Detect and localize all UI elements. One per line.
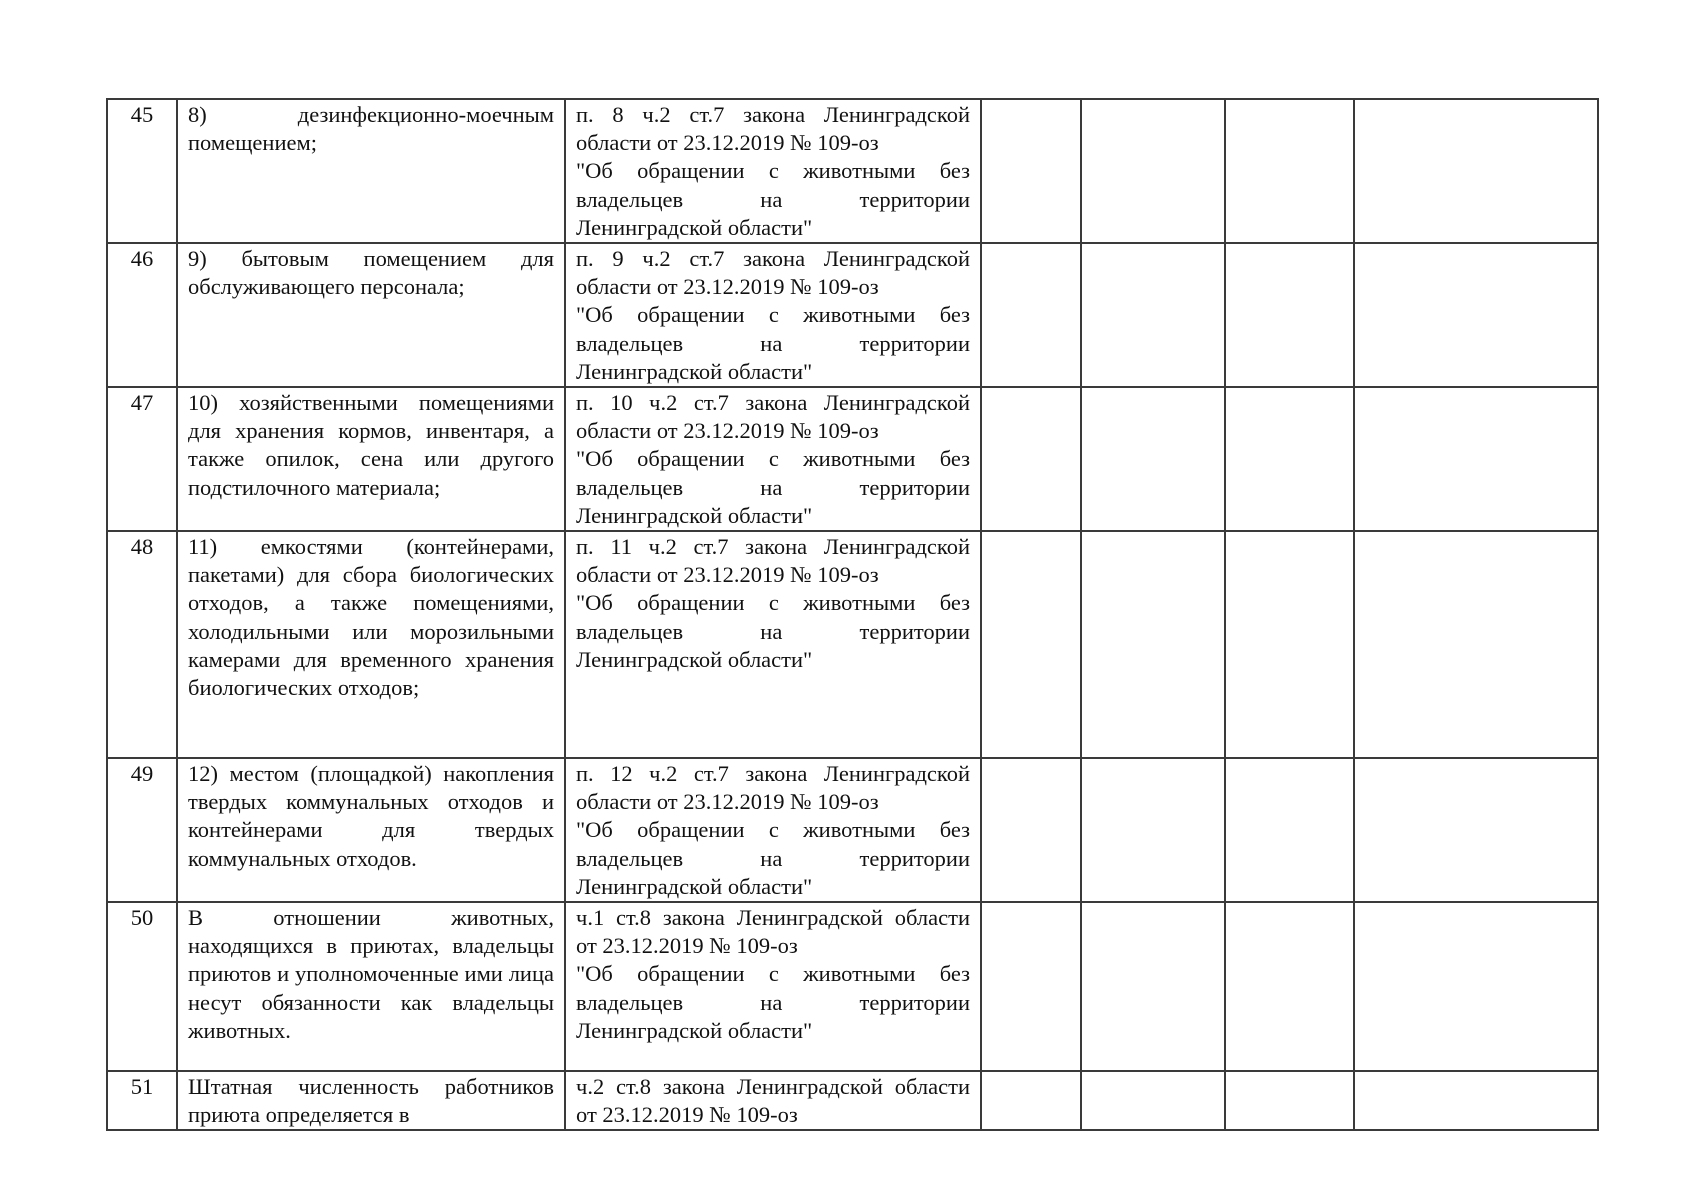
empty-cell — [1081, 243, 1225, 387]
empty-cell — [981, 1071, 1081, 1130]
requirement-text: Штатная численность работников приюта определяется в — [177, 1071, 565, 1130]
reference-law-title: "Об обращении с животными без владельцев на территории Ленинградской области" — [576, 590, 970, 672]
empty-cell — [981, 758, 1081, 902]
empty-cell — [1354, 243, 1598, 387]
requirement-text: 11) емкостями (контейнерами, пакетами) для сбора биологических отходов, а также помещениями, холодильными или морозильными камерами для временного хранения биологических отходов; — [177, 531, 565, 758]
empty-cell — [1225, 99, 1354, 243]
legal-reference — [565, 902, 981, 1071]
empty-cell — [981, 99, 1081, 243]
empty-cell — [981, 902, 1081, 1071]
empty-cell — [1225, 243, 1354, 387]
empty-cell — [981, 531, 1081, 758]
row-number: 48 — [107, 531, 177, 758]
reference-law-title: "Об обращении с животными без владельцев на территории Ленинградской области" — [576, 302, 970, 384]
empty-cell — [1225, 1071, 1354, 1130]
empty-cell — [1354, 387, 1598, 531]
empty-cell — [1354, 758, 1598, 902]
row-number: 49 — [107, 758, 177, 902]
empty-cell — [1225, 902, 1354, 1071]
requirement-text: 9) бытовым помещением для обслуживающего персонала; — [177, 243, 565, 387]
requirement-text: В отношении животных, находящихся в приютах, владельцы приютов и уполномоченные ими лица несут обязанности как владельцы животных. — [177, 902, 565, 1071]
table-row — [107, 99, 1598, 243]
legal-reference — [565, 243, 981, 387]
reference-law-title: "Об обращении с животными без владельцев на территории Ленинградской области" — [576, 446, 970, 528]
empty-cell — [1354, 1071, 1598, 1130]
reference-article: п. 11 ч.2 ст.7 закона Ленинградской области от 23.12.2019 № 109-оз — [576, 534, 970, 588]
row-number: 51 — [107, 1071, 177, 1130]
reference-law-title: "Об обращении с животными без владельцев на территории Ленинградской области" — [576, 961, 970, 1043]
empty-cell — [1354, 531, 1598, 758]
requirement-text: 8) дезинфекционно-моечным помещением; — [177, 99, 565, 243]
row-number: 46 — [107, 243, 177, 387]
reference-article: ч.1 ст.8 закона Ленинградской области от 23.12.2019 № 109-оз — [576, 905, 970, 959]
reference-article: п. 10 ч.2 ст.7 закона Ленинградской области от 23.12.2019 № 109-оз — [576, 390, 970, 444]
empty-cell — [1081, 758, 1225, 902]
table-row — [107, 758, 1598, 902]
row-number: 45 — [107, 99, 177, 243]
empty-cell — [1225, 387, 1354, 531]
table-row — [107, 243, 1598, 387]
table-row — [107, 902, 1598, 1071]
reference-article: ч.2 ст.8 закона Ленинградской области от 23.12.2019 № 109-оз — [576, 1074, 970, 1128]
empty-cell — [1081, 99, 1225, 243]
empty-cell — [981, 243, 1081, 387]
table-row — [107, 531, 1598, 758]
reference-law-title: "Об обращении с животными без владельцев на территории Ленинградской области" — [576, 817, 970, 899]
legal-reference — [565, 758, 981, 902]
empty-cell — [1225, 531, 1354, 758]
empty-cell — [1354, 902, 1598, 1071]
checklist-table — [106, 98, 1599, 1131]
table-row — [107, 387, 1598, 531]
row-number: 47 — [107, 387, 177, 531]
reference-article: п. 9 ч.2 ст.7 закона Ленинградской области от 23.12.2019 № 109-оз — [576, 246, 970, 300]
table-row — [107, 1071, 1598, 1130]
empty-cell — [981, 387, 1081, 531]
empty-cell — [1354, 99, 1598, 243]
reference-article: п. 8 ч.2 ст.7 закона Ленинградской области от 23.12.2019 № 109-оз — [576, 102, 970, 156]
legal-reference — [565, 531, 981, 758]
empty-cell — [1081, 1071, 1225, 1130]
legal-reference — [565, 1071, 981, 1130]
reference-article: п. 12 ч.2 ст.7 закона Ленинградской области от 23.12.2019 № 109-оз — [576, 761, 970, 815]
legal-reference — [565, 387, 981, 531]
empty-cell — [1081, 387, 1225, 531]
empty-cell — [1081, 902, 1225, 1071]
row-number: 50 — [107, 902, 177, 1071]
legal-reference — [565, 99, 981, 243]
requirement-text: 12) местом (площадкой) накопления твердых коммунальных отходов и контейнерами для твердых коммунальных отходов. — [177, 758, 565, 902]
empty-cell — [1225, 758, 1354, 902]
empty-cell — [1081, 531, 1225, 758]
requirement-text: 10) хозяйственными помещениями для хранения кормов, инвентаря, а также опилок, сена или другого подстилочного материала; — [177, 387, 565, 531]
reference-law-title: "Об обращении с животными без владельцев на территории Ленинградской области" — [576, 158, 970, 240]
